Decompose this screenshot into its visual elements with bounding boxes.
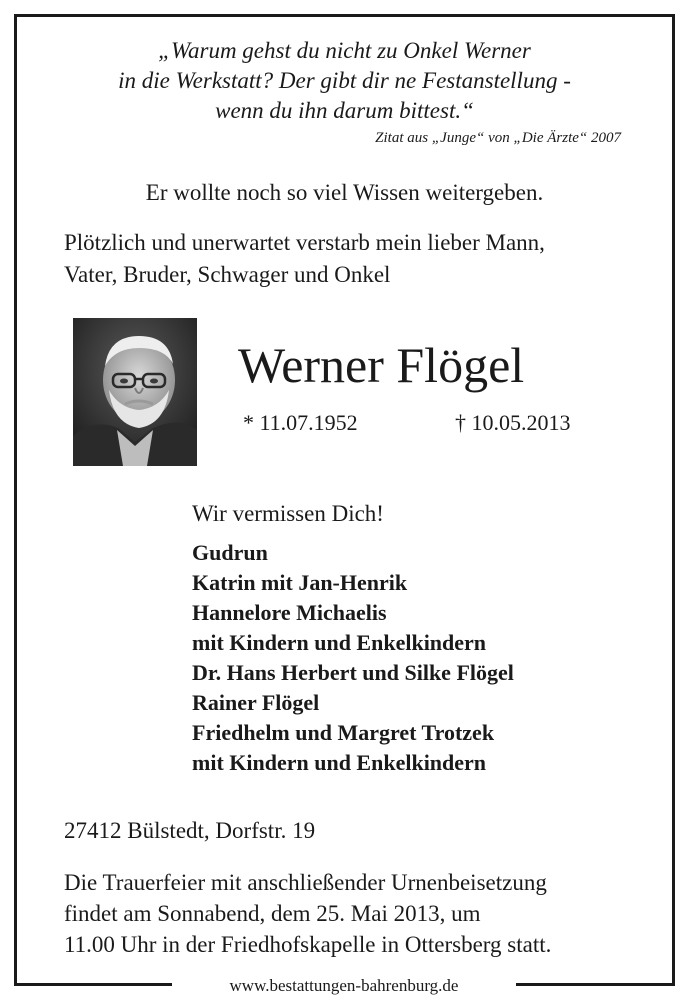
death-notice-line-2: Vater, Bruder, Schwager und Onkel xyxy=(64,262,391,287)
funeral-line-2: findet am Sonnabend, dem 25. Mai 2013, um xyxy=(64,901,481,926)
website-footer xyxy=(172,972,516,1000)
death-date: † 10.05.2013 xyxy=(455,410,571,435)
intro-line: Er wollte noch so viel Wissen weitergeben. xyxy=(145,180,544,205)
family-member: Dr. Hans Herbert und Silke Flögel xyxy=(192,660,514,685)
address-line: 27412 Bülstedt, Dorfstr. 19 xyxy=(64,818,316,843)
family-member: Gudrun xyxy=(192,540,268,565)
portrait-photo xyxy=(73,318,197,466)
death-notice-line-1: Plötzlich und unerwartet verstarb mein lieber Mann, xyxy=(64,230,545,255)
funeral-line-3: 11.00 Uhr in der Friedhofskapelle in Ottersberg statt. xyxy=(64,932,552,957)
family-member: mit Kindern und Enkelkindern xyxy=(192,750,487,775)
family-member: Friedhelm und Margret Trotzek xyxy=(192,720,495,745)
quote-citation: Zitat aus „Junge“ von „Die Ärzte“ 2007 xyxy=(375,130,621,146)
family-member: Hannelore Michaelis xyxy=(192,600,387,625)
deceased-name: Werner Flögel xyxy=(238,337,525,393)
portrait-illustration xyxy=(73,318,197,466)
quote-line-2: in die Werkstatt? Der gibt dir ne Festanstellung - xyxy=(118,68,571,93)
website-link[interactable]: www.bestattungen-bahrenburg.de xyxy=(229,976,459,995)
family-member: Katrin mit Jan-Henrik xyxy=(192,570,408,595)
quote-line-3: wenn du ihn darum bittest.“ xyxy=(215,98,474,123)
family-member: Rainer Flögel xyxy=(192,690,320,715)
family-list xyxy=(192,538,514,778)
miss-you-line: Wir vermissen Dich! xyxy=(192,501,384,526)
birth-date: * 11.07.1952 xyxy=(243,410,358,435)
quote-line-1: „Warum gehst du nicht zu Onkel Werner xyxy=(158,38,531,63)
funeral-line-1: Die Trauerfeier mit anschließender Urnenbeisetzung xyxy=(64,870,547,895)
family-member: mit Kindern und Enkelkindern xyxy=(192,630,487,655)
